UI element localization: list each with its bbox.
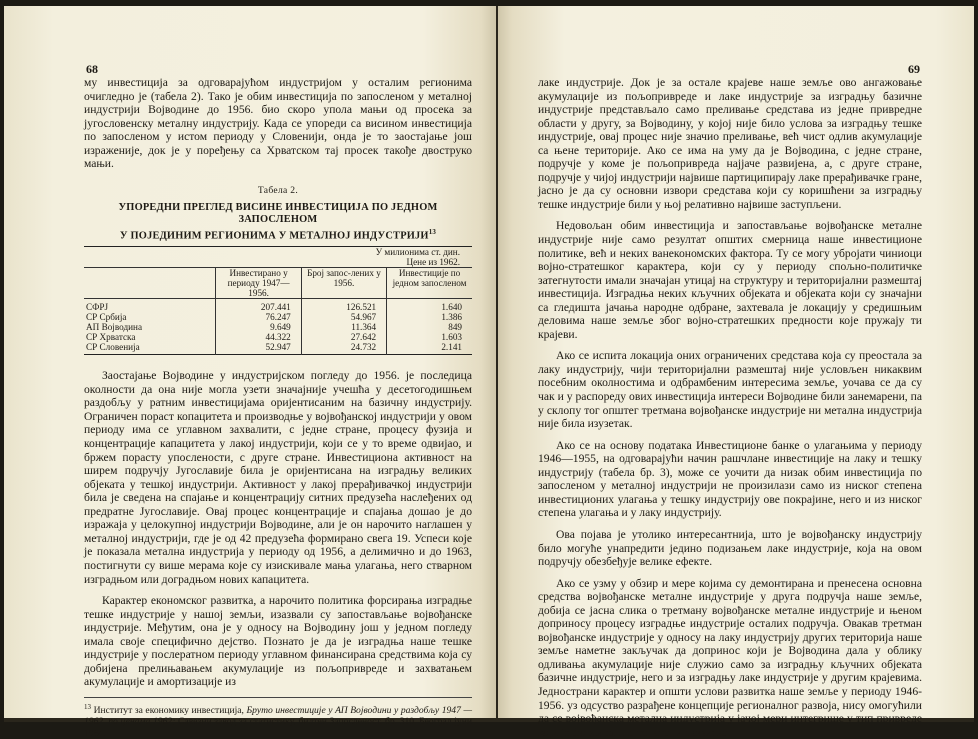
value-cell: 9.649	[216, 322, 301, 332]
intro-paragraph: му инвестиција за одговарајућом индустријом у осталим регионима очигледно је (табела 2). Тако је обим инвестиција по запосленом у металној индустрији Војводине до 1956. био скоро упола мањи од просека за југословенску металну индустрију. Када се упореди са висином инвестиција по запосленом у истом периоду у Словенији, онда је то заостајање још израженије, док је у поређењу са Хрватском тај просек такође двоструко мањи.	[84, 76, 472, 171]
book-spread	[4, 6, 974, 739]
column-header: Инвестирано у периоду 1947—1956.	[216, 268, 301, 299]
value-cell: 1.603	[387, 332, 472, 342]
value-cell: 54.967	[301, 312, 386, 322]
table-footnote-ref: 13	[428, 227, 437, 236]
region-cell: АП Војводина	[86, 322, 143, 333]
value-cell: 207.441	[216, 299, 301, 313]
footnote-number: 13	[84, 702, 91, 711]
column-header: Инвестиције по једном запосленом	[387, 268, 472, 299]
left-page	[4, 6, 496, 739]
table-title	[84, 202, 472, 242]
table-unit-line1: У милионима ст. дин.	[375, 247, 460, 258]
value-cell: 27.642	[301, 332, 386, 342]
value-cell: 849	[387, 322, 472, 332]
value-cell: 1.640	[387, 299, 472, 313]
page-number-left: 68	[86, 62, 98, 76]
page-number-right: 69	[908, 62, 920, 76]
table-row	[84, 312, 472, 322]
region-cell: СР Хрватска	[86, 332, 136, 343]
table-title-line2: У ПОЈЕДИНИМ РЕГИОНИМА У МЕТАЛНОЈ ИНДУСТРИЈИ	[119, 230, 429, 242]
table-title-line1: УПОРЕДНИ ПРЕГЛЕД ВИСИНЕ ИНВЕСТИЦИЈА ПО ЈЕДНОМ ЗАПОСЛЕНОМ	[118, 201, 438, 225]
value-cell: 11.364	[301, 322, 386, 332]
paragraph-6: Ако се узму у обзир и мере којима су демонтирана и пренесена основна средства војвођанске металне индустрије у друга подручја наше земље, добија се јасна слика о третману војвођанске металне индустрије и њеном доприносу процесу изградње индустрије осталих подручја. Овакав третман војвођанске индустрије у односу на лаку индустрију других територија наше земље наметне закључак да допринос који је Војводина дала у облику одливања акумулације није служио само за изградњу кључних објеката базичне индустрије, него и за изградњу лаке индустрије у другим крајевима. Једнострани карактер и општи услови развитка наше земље у периоду 1946-1956. уз одсуство разрађене концепције регионалног развоја, нису омогућили да се војвођанска метална индустрија у јачој мери интегрише у тип привреде који је форсиран на тој етапи развитка.	[538, 576, 922, 739]
table-row	[84, 322, 472, 332]
footnote-text-b: Савезни завод за статистику, билтен Запосленост, бр. 310, Београд јуни 1964.	[84, 716, 472, 739]
table-caption: Табела 2.	[257, 184, 299, 196]
footnote	[84, 697, 472, 739]
paragraph-2: Недовољан обим инвестиција и запостављање војвођанске металне индустрије није само резултат општих смерница наше инвестиционе политике, већ и неких ванекономских фактора. Ту се могу убројати чиниоци војно-стратешког карактера, који су у периоду спољно-политичке затегнутости имали значајан утицај на структуру и територијални размештај инвестиција. Изградња неких кључних објеката и објеката који су значајни са гледишта јачања народне одбране, захтевала је локацију у средишњим деловима наше земље због војно-стратешких предности које пружају ти крајеви.	[538, 219, 922, 341]
value-cell: 2.141	[387, 342, 472, 355]
paragraph-5: Ова појава је утолико интересантнија, што је војвођанску индустрију било могуће унапредити једино подизањем лаке индустрије, која на овом подручју обезбеђује велике ефекте.	[538, 527, 922, 569]
region-cell: СР Словенија	[86, 342, 140, 353]
table-unit-line2: Цене из 1962.	[406, 257, 460, 268]
region-cell: СР Србија	[86, 312, 127, 323]
value-cell: 44.322	[216, 332, 301, 342]
paragraph-3: Карактер економског развитка, а нарочито политика форсирања изградње тешке индустрије у нашој земљи, изазвали су запостављање војвођанске индустрије. Међутим, она је у односу на Војводину још у једном погледу имала своје специфично дејство. Познато је да је изградња наше тешке индустрије у послератном периоду углавном финансирана средствима која су добијена прелињавањем акумулације из пољопривреде и захватањем акумулације и амортизације из	[84, 594, 472, 689]
value-cell: 52.947	[216, 342, 301, 355]
region-cell: СФРЈ	[86, 302, 109, 313]
paragraph-3: Ако се испита локација оних ограничених средстава која су преостала за лаку индустрију, чији територијални размештај није условљен никаквим посебним околностима и одбрамбеним интересима земље, уочава се да су чак и у распореду ових инвестиција интереси Војводине били занемарени, па у склопу тог општег третмана војвођанске индустрије ни метална индустрија није била изузетак.	[538, 349, 922, 431]
value-cell: 126.521	[301, 299, 386, 313]
paragraph-1: лаке индустрије. Док је за остале крајеве наше земље ово ангажовање акумулације из пољопривреде и лаке индустрије за изградњу базичне индустрије представљало само преливање средстава из једне привредне области у другу, за Војводину, у којој није било услова за изградњу тешке индустрије, овај процес није значио преливање, већ чист одлив акумулације са њене територије. Ако се има на уму да је Војводина, с једне стране, подручје у коме је пољопривреда најјаче развијена, а, с друге стране, подручје у чијој индустрији највише партиципирају лаке прерађивачке гране, јасно је да су основни извори средстава који су коришћени за изградњу тешке индустрије били у њој релативно највише заступљени.	[538, 76, 922, 211]
value-cell: 76.247	[216, 312, 301, 322]
table-row	[84, 299, 472, 313]
right-page	[498, 6, 974, 739]
value-cell: 1.386	[387, 312, 472, 322]
footnote-italic: Бруто инвестиције у АП Војводини у раздобљу 1947 — 1962. по ценама 1962;	[84, 705, 472, 728]
column-header: Број запос-лених у 1956.	[301, 268, 386, 299]
paragraph-2: Заостајање Војводине у индустријском погледу до 1956. је последица околности да она није могла узети значајније учешћа у десетогодишњем раздобљу у ратним инвестицијама оријентисаним на базичну индустрију. Ограничен пораст копацитета и производње у војвођанској индустрији у овом периоду има се углавном захвалити, с једне стране, процесу фузија и концентрације капацитета у лакој индустрији, који се у то време одвијао, и бржем порасту упослености, с друге стране. Инвестициона активност на ширем подручју Југославије била је оријентисана на изградњу великих објеката у тешкој индустрији. Активност у лакој прерађивачкој индустрији била је сведена на спајање и концентрацију ситних предузећа наслеђених од предратне Југославије. Овај процес концентрације и спајања дошао је до изражаја у целокупној индустрији Војводине, али је он нарочито наглашен у металној индустрији, где је од 42 предузећа формирано свега 19. Успеси које је показала метална индустрија у периоду од 1956, а делимично и до 1963, постигнути су више мерама које су изискивале мања улагања, него стварном изградњом или доградњом нових капацитета.	[84, 369, 472, 586]
footnote-text-a: Институт за економику инвестиција,	[93, 705, 247, 717]
table-row	[84, 342, 472, 355]
value-cell: 24.732	[301, 342, 386, 355]
investment-table	[84, 246, 472, 355]
paragraph-4: Ако се на основу података Инвестиционе банке о улагањима у периоду 1946—1955, на одговарајући начин рашчлане инвестиције на лаку и тешку индустрију (табела бр. 3), може се уочити да низак обим инвестиција по запосленом у металној индустрији не произилази само из ниског степена инвестиционих улагања у тешку индустрију ове покрајине, него и из ниског степена улагања и у лаку индустрију.	[538, 438, 922, 520]
table-row	[84, 332, 472, 342]
